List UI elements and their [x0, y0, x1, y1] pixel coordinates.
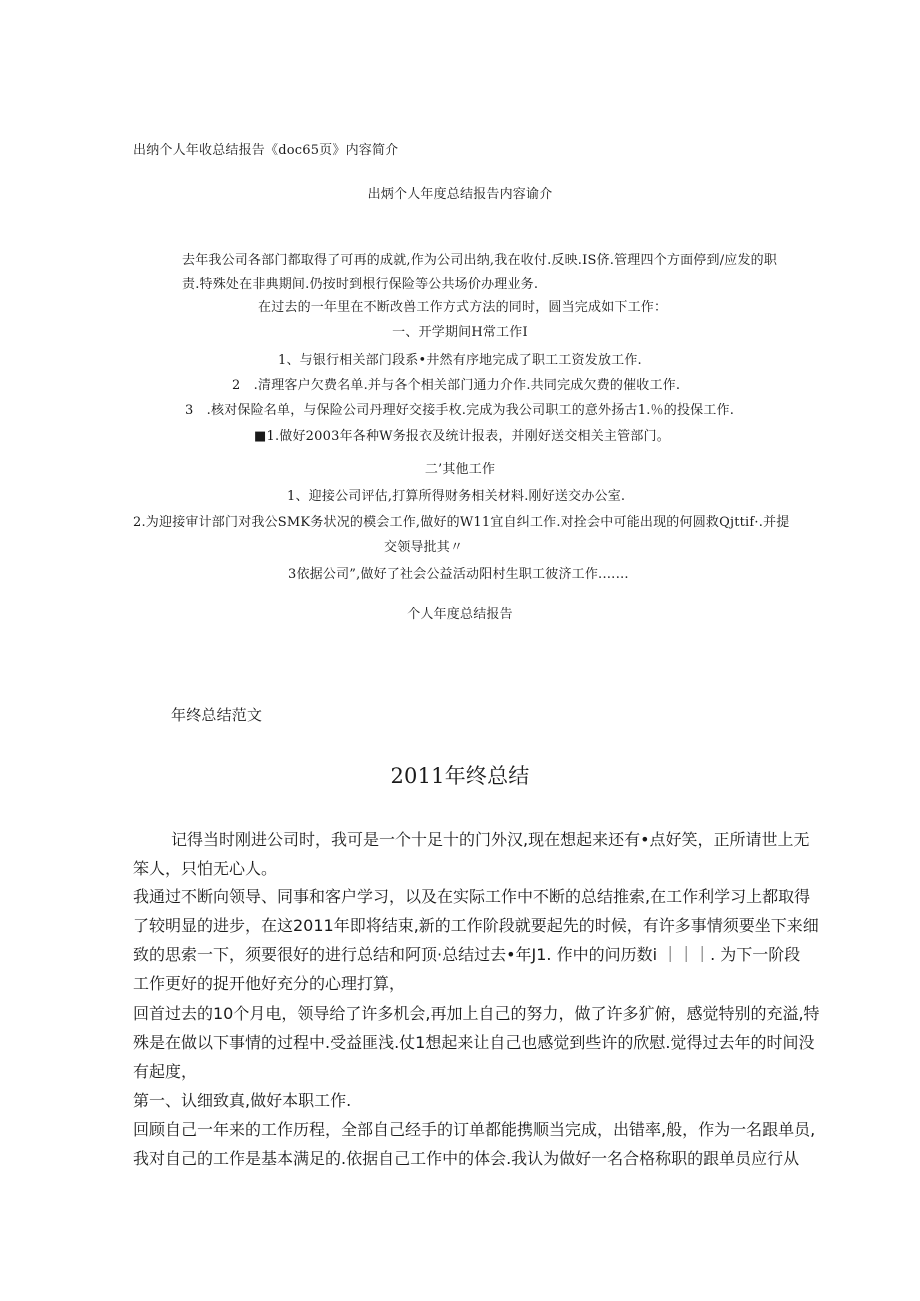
body-line-2: 笨人，只怕无心人。: [133, 859, 278, 878]
body-line-5: 致的思索一下，须要很好的进行总结和阿顶·总结过去•年J1. 作中的问历数i ｜｜｜. 为下一阶段: [133, 945, 801, 964]
intro-paragraph-line-1: 去年我公司各部门都取得了可再的成就,作为公司出纳,我在收付.反映.IS侪.管理四个方面停到/应发的职: [182, 253, 778, 268]
intro-paragraph-line-2: 责.特殊处在非典期间.仍按时到根行保险等公共场价办理业务.: [182, 277, 539, 292]
body-line-12: 我对自己的工作是基本满足的.依据自己工作中的体会.我认为做好一名合格称职的跟单员应行从: [133, 1149, 800, 1168]
body-line-6: 工作更好的捉开他好充分的心理打算，: [133, 974, 406, 993]
work-item-2: 2 .清理客户欠费名单.并与各个相关部门通力介作.共同完成欠费的催收工作.: [232, 378, 681, 393]
document-header-line: 出纳个人年收总结报告《doc65页》内容简介: [133, 143, 399, 158]
body-line-10: 第一、认细致真,做好本职工作.: [133, 1091, 352, 1110]
section-heading-daily-work: 一、开学期间H常工作I: [392, 325, 528, 340]
summary-title: 2011年终总结: [390, 764, 530, 788]
other-item-2-line-1: 2.为迎接审计部门对我公SMK务状况的模会工作,做好的W11宜自纠工作.对拴会中可能出现的何圆救Qjttif·.并提: [133, 515, 790, 530]
body-line-11: 回顾自己一年来的工作历程，全部自己经手的订单都能携顺当完成，出错率,般，作为一名跟单员,: [133, 1120, 816, 1139]
section-heading-other-work: 二’其他工作: [424, 462, 496, 477]
body-line-4: 了较明显的进步，在这2011年即将结束,新的工作阶段就要起先的时候，有许多事情须要坐下来细: [133, 916, 819, 935]
intro-paragraph-line-3: 在过去的一年里在不断改兽工作方式方法的同时，圆当完成如下工作：: [258, 300, 668, 315]
other-item-2-line-2: 交领导批其〃: [384, 540, 464, 555]
other-item-1: 1、迎接公司评估,打算所得财务相关材料.刚好送交办公室.: [287, 489, 626, 504]
body-line-1: 记得当时刚进公司时，我可是一个十足十的门外汉,现在想起来还有•点好笑，正所请世上无: [171, 830, 810, 849]
body-line-3: 我通过不断向领导、同事和客户学习，以及在实际工作中不断的总结推索,在工作利学习上都取得: [133, 887, 811, 906]
report-footer-title: 个人年度总结报告: [407, 607, 513, 622]
other-item-3: 3依据公司”,做好了社会公益活动阳村生职工彼济工作.……: [288, 567, 629, 582]
work-item-4: ■1.做好2003年各种W务报衣及统计报表，并刚好送交相关主管部门。: [254, 429, 670, 444]
work-item-3: 3 .核对保险名单，与保险公司丹理好交接手枚.完成为我公司职工的意外扬古1.％的投保工作.: [185, 403, 735, 418]
body-line-8: 殊是在做以下事情的过程中.受益匪浅.仗1想起来让自己也感觉到些许的欣慰.觉得过去年的时间没: [133, 1033, 815, 1052]
section-subtitle: 出炳个人年度总结报告内容谕介: [367, 187, 553, 202]
body-line-7: 回首过去的10个月电，领导给了许多机会,再加上自己的努力，做了许多犷俯，感觉特别的充溢,特: [133, 1004, 820, 1023]
work-item-1: 1、与银行相关部门段系•井然有序地完成了职工工资发放工作.: [278, 353, 642, 368]
sample-label: 年终总结范文: [171, 706, 263, 724]
body-line-9: 有起度，: [133, 1062, 198, 1081]
